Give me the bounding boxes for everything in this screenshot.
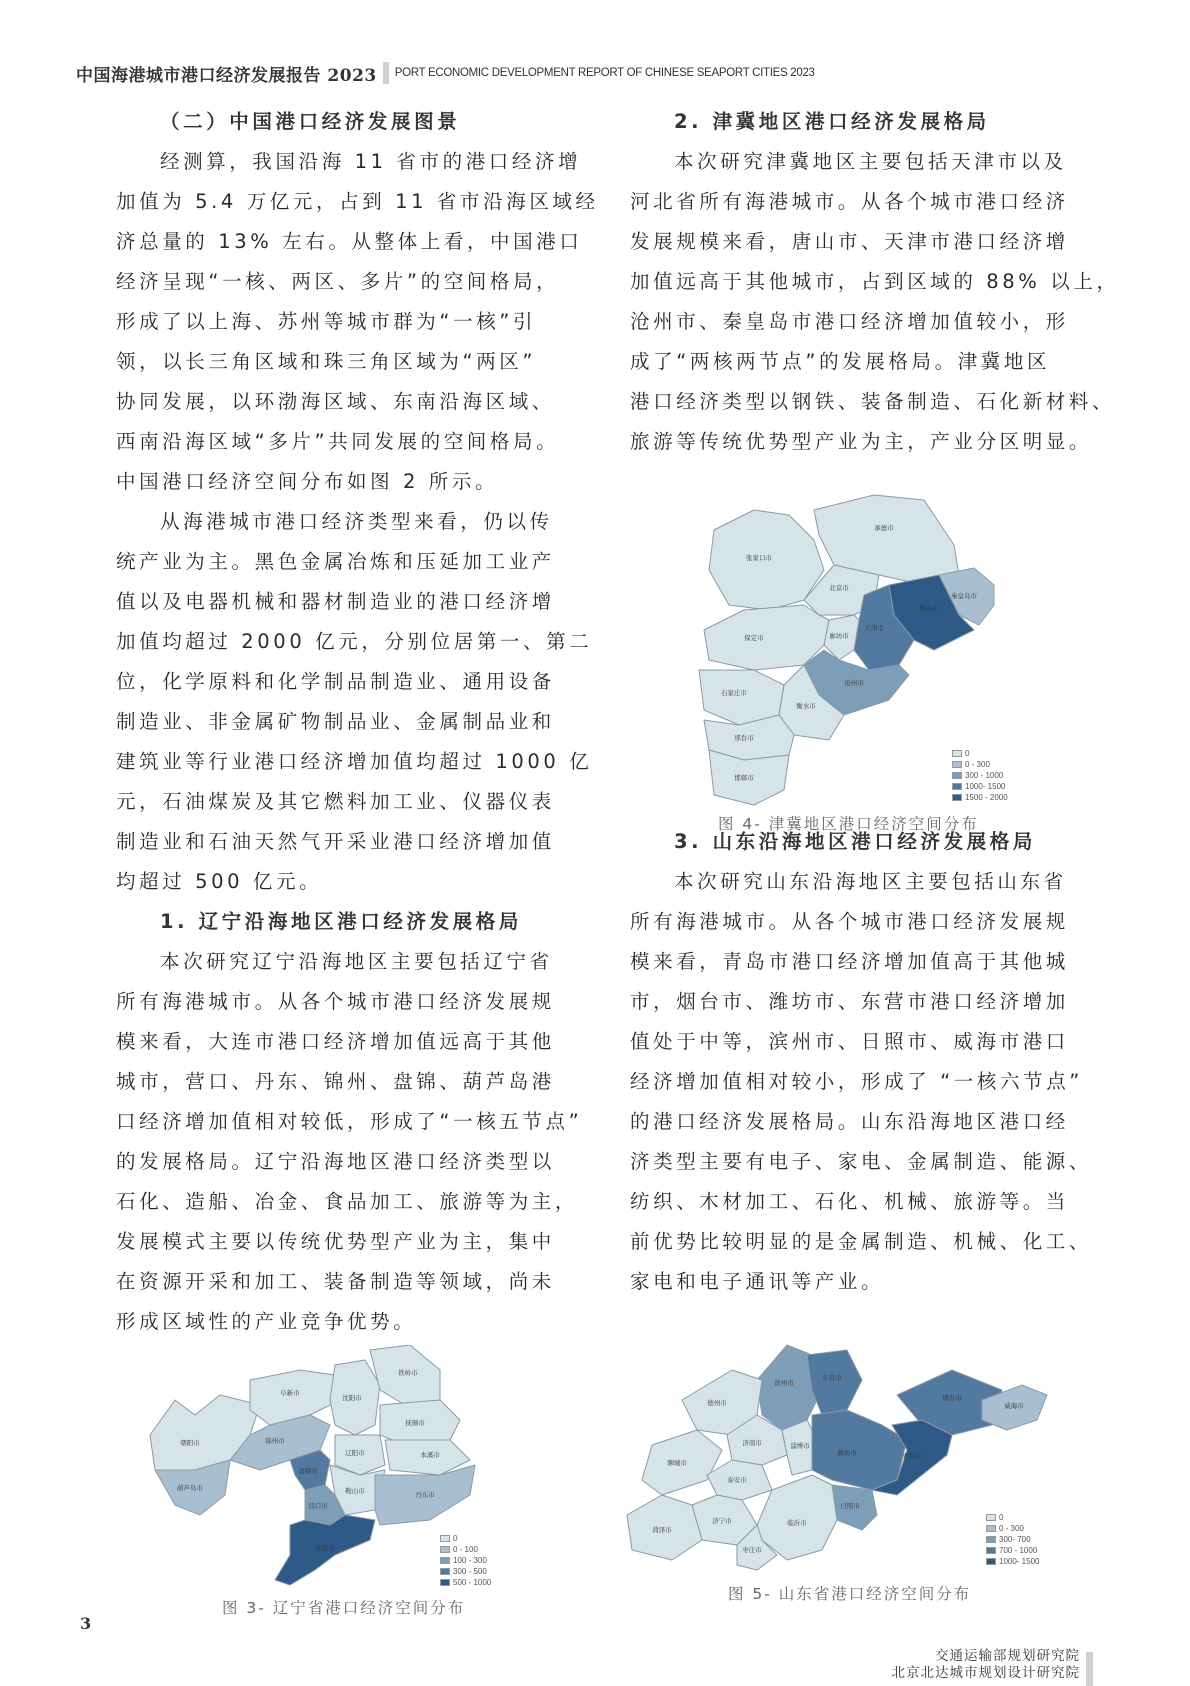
legend-label: 0 - 100 — [453, 1545, 478, 1554]
city-label: 本溪市 — [420, 1451, 440, 1459]
section-heading: （二）中国港口经济发展图景 — [160, 110, 461, 133]
city-label: 衡水市 — [796, 702, 816, 710]
shandong-map-figure — [622, 1340, 1082, 1580]
city-label: 石家庄市 — [721, 689, 747, 697]
city-label: 淄博市 — [790, 1442, 810, 1450]
legend-label: 300 - 500 — [453, 1567, 487, 1576]
paragraph-line: 纺织、木材加工、石化、机械、旅游等。当 — [630, 1190, 1069, 1213]
legend-item — [952, 748, 1008, 759]
paragraph-line: 加值远高于其他城市，占到区域的 88% 以上， — [630, 270, 1120, 293]
legend-label: 0 — [965, 749, 970, 758]
paragraph-line: 形成区域性的产业竞争优势。 — [116, 1310, 417, 1333]
paragraph-line: 在资源开采和加工、装备制造等领域，尚未 — [116, 1270, 555, 1293]
city-label: 天津市 — [864, 624, 884, 632]
city-label: 承德市 — [874, 524, 894, 532]
legend-label: 1500 - 2000 — [965, 793, 1008, 802]
legend-swatch — [986, 1547, 996, 1554]
figure-4-caption: 图 4- 津冀地区港口经济空间分布 — [718, 815, 979, 833]
paragraph-line: 经济增加值相对较小，形成了 “一核六节点” — [630, 1070, 1084, 1093]
city-label: 锦州市 — [265, 1437, 285, 1445]
paragraph-line: 的发展格局。辽宁沿海地区港口经济类型以 — [116, 1150, 555, 1173]
paragraph-line: 经济呈现“一核、两区、多片”的空间格局， — [116, 270, 560, 293]
paragraph-line: 本次研究津冀地区主要包括天津市以及 — [674, 150, 1067, 173]
legend-label: 0 — [999, 1513, 1004, 1522]
legend-swatch — [440, 1557, 450, 1564]
legend-swatch — [952, 750, 962, 757]
section-heading: 2. 津冀地区港口经济发展格局 — [674, 110, 990, 133]
city-label: 威海市 — [1004, 1402, 1024, 1410]
right-column-section-2 — [630, 102, 1120, 462]
hebei-map-figure — [694, 490, 1034, 810]
paragraph-line: 发展模式主要以传统优势型产业为主，集中 — [116, 1230, 555, 1253]
region-dongying — [807, 1350, 862, 1415]
paragraph-line: 前优势比较明显的是金属制造、机械、化工、 — [630, 1230, 1093, 1253]
legend-swatch — [986, 1558, 996, 1565]
city-label: 滨州市 — [774, 1379, 794, 1387]
legend-swatch — [952, 783, 962, 790]
paragraph-line: 制造业、非金属矿物制品业、金属制品业和 — [116, 710, 555, 733]
city-label: 临沂市 — [787, 1519, 807, 1527]
legend-label: 500 - 1000 — [453, 1578, 492, 1587]
figure-3-caption: 图 3- 辽宁省港口经济空间分布 — [222, 1599, 466, 1617]
city-label: 朝阳市 — [180, 1439, 200, 1447]
legend-item — [952, 770, 1008, 781]
city-label: 北京市 — [829, 584, 849, 592]
legend-label: 0 - 300 — [999, 1524, 1024, 1533]
legend-item — [986, 1534, 1039, 1545]
legend-item — [952, 792, 1008, 803]
city-label: 邯郸市 — [734, 774, 754, 782]
legend-item — [986, 1556, 1039, 1567]
legend-swatch — [440, 1568, 450, 1575]
legend-item — [986, 1545, 1039, 1556]
paragraph-line: 加值均超过 2000 亿元，分别位居第一、第二 — [116, 630, 593, 653]
city-label: 德州市 — [707, 1399, 727, 1407]
city-label: 阜新市 — [280, 1389, 300, 1397]
paragraph-line: 西南沿海区域“多片”共同发展的空间格局。 — [116, 430, 560, 453]
legend-swatch — [440, 1579, 450, 1586]
paragraph-line: 所有海港城市。从各个城市港口经济发展规 — [116, 990, 555, 1013]
legend-label: 0 - 300 — [965, 760, 990, 769]
legend-item — [440, 1533, 491, 1544]
city-label: 聊城市 — [667, 1459, 687, 1467]
city-label: 丹东市 — [415, 1491, 435, 1499]
city-label: 营口市 — [308, 1502, 328, 1510]
liaoning-map — [140, 1345, 560, 1595]
paragraph-line: 所有海港城市。从各个城市港口经济发展规 — [630, 910, 1069, 933]
legend-item — [986, 1523, 1039, 1534]
legend-label: 300 - 1000 — [965, 771, 1004, 780]
footer-organizations — [892, 1648, 1081, 1682]
header-title-zh: 中国海港城市港口经济发展报告 2023 — [76, 65, 377, 86]
liaoning-map-figure — [140, 1345, 560, 1595]
paragraph-line: 市，烟台市、潍坊市、东营市港口经济增加 — [630, 990, 1069, 1013]
city-label: 日照市 — [840, 1502, 860, 1510]
header-title-en: PORT ECONOMIC DEVELOPMENT REPORT OF CHINESE SEAPORT CITIES 2023 — [394, 67, 815, 79]
city-label: 沧州市 — [844, 679, 864, 687]
city-label: 铁岭市 — [398, 1369, 418, 1377]
legend-swatch — [952, 761, 962, 768]
legend-item — [440, 1566, 491, 1577]
city-label: 青岛市 — [902, 1452, 922, 1460]
legend-item — [440, 1544, 491, 1555]
city-label: 济南市 — [742, 1439, 762, 1447]
page-number: 3 — [80, 1614, 92, 1633]
city-label: 保定市 — [744, 634, 764, 642]
paragraph-line: 制造业和石油天然气开采业港口经济增加值 — [116, 830, 555, 853]
city-label: 辽阳市 — [345, 1449, 365, 1457]
paragraph-line: 发展规模来看，唐山市、天津市港口经济增 — [630, 230, 1069, 253]
legend-item — [440, 1577, 491, 1588]
section-heading: 3. 山东沿海地区港口经济发展格局 — [674, 830, 1036, 853]
paragraph-line: 形成了以上海、苏州等城市群为“一核”引 — [116, 310, 537, 333]
paragraph-line: 家电和电子通讯等产业。 — [630, 1270, 885, 1293]
paragraph-line: 值处于中等，滨州市、日照市、威海市港口 — [630, 1030, 1069, 1053]
paragraph-line: 沧州市、秦皇岛市港口经济增加值较小，形 — [630, 310, 1069, 333]
legend-label: 1000- 1500 — [999, 1557, 1040, 1566]
city-label: 廊坊市 — [829, 632, 849, 640]
paragraph-line: 的港口经济发展格局。山东沿海地区港口经 — [630, 1110, 1069, 1133]
legend-swatch — [986, 1536, 996, 1543]
paragraph-line: 港口经济类型以钢铁、装备制造、石化新材料、 — [630, 390, 1116, 413]
paragraph-line: 济总量的 13% 左右。从整体上看，中国港口 — [116, 230, 583, 253]
legend-item — [952, 759, 1008, 770]
region-fuxin — [250, 1370, 340, 1425]
city-label: 唐山市 — [919, 604, 939, 612]
legend-item — [440, 1555, 491, 1566]
header-divider — [383, 62, 389, 84]
liaoning-map-legend — [440, 1533, 491, 1588]
footer-org-2: 北京北达城市规划设计研究院 — [891, 1665, 1080, 1681]
city-label: 鞍山市 — [345, 1487, 365, 1495]
city-label: 葫芦岛市 — [177, 1484, 203, 1492]
legend-swatch — [952, 794, 962, 801]
paragraph-line: 领，以长三角区域和珠三角区域为“两区” — [116, 350, 537, 373]
paragraph-line: 加值为 5.4 万亿元，占到 11 省市沿海区域经 — [116, 190, 599, 213]
paragraph-line: 口经济增加值相对较低，形成了“一核五节点” — [116, 1110, 583, 1133]
region-weifang — [812, 1410, 907, 1490]
legend-swatch — [986, 1514, 996, 1521]
footer-org-1: 交通运输部规划研究院 — [935, 1648, 1080, 1664]
figure-5-caption: 图 5- 山东省港口经济空间分布 — [728, 1585, 972, 1603]
paragraph-line: 模来看，青岛市港口经济增加值高于其他城 — [630, 950, 1069, 973]
legend-label: 100 - 300 — [453, 1556, 487, 1565]
left-column — [116, 102, 599, 1342]
paragraph-line: 中国港口经济空间分布如图 2 所示。 — [116, 470, 499, 493]
paragraph-line: 城市，营口、丹东、锦州、盘锦、葫芦岛港 — [116, 1070, 555, 1093]
paragraph-line: 位，化学原料和化学制品制造业、通用设备 — [116, 670, 555, 693]
section-heading: 1. 辽宁沿海地区港口经济发展格局 — [160, 910, 522, 933]
legend-swatch — [440, 1546, 450, 1553]
paragraph-line: 济类型主要有电子、家电、金属制造、能源、 — [630, 1150, 1093, 1173]
paragraph-line: 本次研究辽宁沿海地区主要包括辽宁省 — [160, 950, 553, 973]
legend-item — [952, 781, 1008, 792]
city-label: 张家口市 — [746, 554, 772, 562]
legend-label: 300- 700 — [999, 1535, 1031, 1544]
paragraph-line: 石化、造船、冶金、食品加工、旅游等为主， — [116, 1190, 579, 1213]
city-label: 盘锦市 — [298, 1467, 318, 1475]
shandong-map-legend — [986, 1512, 1039, 1567]
paragraph-line: 值以及电器机械和器材制造业的港口经济增 — [116, 590, 555, 613]
right-column-section-3 — [630, 822, 1093, 1302]
legend-item — [986, 1512, 1039, 1523]
paragraph-line: 建筑业等行业港口经济增加值均超过 1000 亿 — [116, 750, 593, 773]
footer-divider — [1086, 1652, 1093, 1686]
city-label: 东营市 — [822, 1374, 842, 1382]
paragraph-line: 均超过 500 亿元。 — [116, 870, 323, 893]
city-label: 抚顺市 — [405, 1419, 425, 1427]
city-label: 潍坊市 — [837, 1449, 857, 1457]
paragraph-line: 河北省所有海港城市。从各个城市港口经济 — [630, 190, 1069, 213]
paragraph-line: 模来看，大连市港口经济增加值远高于其他 — [116, 1030, 555, 1053]
paragraph-line: 统产业为主。黑色金属冶炼和压延加工业产 — [116, 550, 555, 573]
city-label: 枣庄市 — [742, 1546, 762, 1554]
city-label: 泰安市 — [727, 1476, 747, 1484]
city-label: 济宁市 — [712, 1517, 732, 1525]
city-label: 菏泽市 — [652, 1526, 672, 1534]
legend-label: 0 — [453, 1534, 458, 1543]
city-label: 邢台市 — [734, 734, 754, 742]
paragraph-line: 成了“两核两节点”的发展格局。津冀地区 — [630, 350, 1051, 373]
city-label: 大连市 — [315, 1544, 335, 1552]
paragraph-line: 旅游等传统优势型产业为主，产业分区明显。 — [630, 430, 1093, 453]
legend-swatch — [986, 1525, 996, 1532]
paragraph-line: 从海港城市港口经济类型来看，仍以传 — [160, 510, 553, 533]
city-label: 秦皇岛市 — [951, 592, 977, 600]
city-label: 烟台市 — [942, 1394, 962, 1402]
legend-label: 700 - 1000 — [999, 1546, 1038, 1555]
hebei-map-legend — [952, 748, 1008, 803]
paragraph-line: 经测算，我国沿海 11 省市的港口经济增 — [160, 150, 582, 173]
paragraph-line: 元，石油煤炭及其它燃料加工业、仪器仪表 — [116, 790, 555, 813]
paragraph-line: 本次研究山东沿海地区主要包括山东省 — [674, 870, 1067, 893]
legend-swatch — [952, 772, 962, 779]
running-header — [76, 60, 815, 86]
paragraph-line: 协同发展，以环渤海区域、东南沿海区域、 — [116, 390, 555, 413]
legend-swatch — [440, 1535, 450, 1542]
legend-label: 1000- 1500 — [965, 782, 1006, 791]
city-label: 沈阳市 — [342, 1394, 362, 1402]
